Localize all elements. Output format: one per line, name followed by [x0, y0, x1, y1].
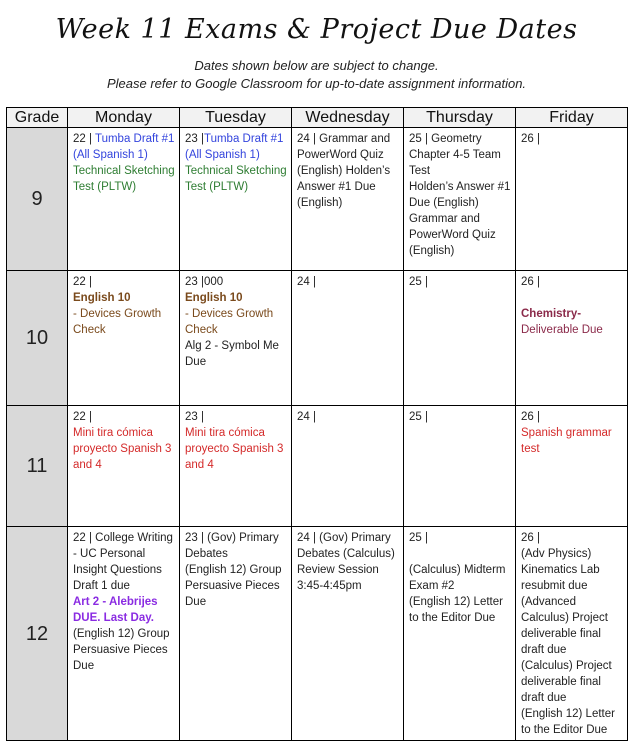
entry-text: (All Spanish 1)	[185, 149, 260, 161]
entry-text: 24 |	[297, 276, 316, 288]
cell-monday	[68, 271, 180, 406]
entry-text: (Advanced Calculus) Project deliverable final draft due	[521, 596, 608, 656]
cell-wednesday	[292, 271, 404, 406]
table-row	[7, 128, 628, 271]
cell-thursday	[404, 406, 516, 527]
entry-text: (English 12) Group Persuasive Pieces Due	[185, 564, 282, 608]
entry-text: Mini tira cómica proyecto Spanish 3 and 4	[73, 427, 172, 471]
entry-text: (All Spanish 1)	[73, 149, 148, 161]
cell-friday	[516, 271, 628, 406]
cell-thursday	[404, 527, 516, 741]
cell-tuesday	[180, 271, 292, 406]
entry-text: 26 |	[521, 276, 540, 288]
entry-text: 23 | (Gov) Primary Debates	[185, 532, 279, 560]
cell-thursday	[404, 128, 516, 271]
entry-text	[409, 546, 512, 562]
entry-text: 26 |	[521, 532, 540, 544]
entry-text: Deliverable Due	[521, 324, 603, 336]
grade-cell: 9	[7, 128, 68, 271]
entry-text: (English 12) Group Persuasive Pieces Due	[73, 628, 170, 672]
table-row	[7, 271, 628, 406]
cell-wednesday	[292, 128, 404, 271]
entry-text: Tumba Draft #1	[203, 133, 284, 145]
entry-text: English 10	[73, 292, 131, 304]
header-monday: Monday	[68, 108, 180, 128]
entry-text: (Adv Physics) Kinematics Lab resubmit due	[521, 548, 600, 592]
entry-text: (Calculus) Midterm Exam #2	[409, 564, 506, 592]
entry-text: 22 | College Writing - UC Personal Insight Questions Draft 1 due	[73, 532, 173, 592]
entry-text: Technical Sketching Test (PLTW)	[185, 165, 287, 193]
entry-text: Tumba Draft #1	[94, 133, 175, 145]
cell-monday	[68, 128, 180, 271]
cell-friday	[516, 406, 628, 527]
header-thursday: Thursday	[404, 108, 516, 128]
cell-monday	[68, 527, 180, 741]
table-row	[7, 406, 628, 527]
entry-text: (English 12) Letter to the Editor Due	[409, 596, 503, 624]
cell-tuesday	[180, 527, 292, 741]
grade-cell: 10	[7, 271, 68, 406]
header-row	[7, 108, 628, 128]
grade-cell: 11	[7, 406, 68, 527]
entry-text: Chemistry-	[521, 308, 582, 320]
cell-thursday	[404, 271, 516, 406]
entry-text: 22 |	[73, 276, 92, 288]
entry-text: Spanish grammar test	[521, 427, 612, 455]
entry-text: 22 |	[73, 133, 95, 145]
entry-text: - Devices Growth Check	[185, 308, 274, 336]
entry-text: (English 12) Letter to the Editor Due	[521, 708, 615, 736]
table-row	[7, 527, 628, 741]
entry-text: English 10	[185, 292, 243, 304]
entry-text: Art 2 - Alebrijes DUE. Last Day.	[73, 596, 158, 624]
entry-text: 25 |	[409, 532, 428, 544]
entry-text: 23 |000	[185, 276, 224, 288]
entry-text: - Devices Growth Check	[73, 308, 162, 336]
schedule-table	[6, 107, 628, 741]
header-friday: Friday	[516, 108, 628, 128]
classroom-note: Please refer to Google Classroom for up-to-date assignment information.	[106, 76, 527, 91]
entry-text: 23 |	[185, 133, 204, 145]
entry-text: Alg 2 - Symbol Me Due	[185, 340, 279, 368]
entry-text: 25 |	[409, 411, 428, 423]
disclaimer-note: Dates shown below are subject to change.	[194, 58, 439, 73]
entry-text: 26 |	[521, 133, 540, 145]
entry-text: 22 |	[73, 411, 92, 423]
entry-text: 25 |	[409, 276, 428, 288]
cell-wednesday	[292, 406, 404, 527]
entry-text: 24 | (Gov) Primary Debates (Calculus) Review Session 3:45-4:45pm	[297, 532, 395, 592]
entry-text: 24 | Grammar and PowerWord Quiz (English) Holden’s Answer #1 Due (English)	[297, 133, 391, 209]
entry-text: 25 | Geometry Chapter 4-5 Team Test	[409, 133, 501, 177]
entry-text	[521, 290, 624, 306]
entry-text: (Calculus) Project deliverable final draft due	[521, 660, 612, 704]
grade-cell: 12	[7, 527, 68, 741]
cell-friday	[516, 527, 628, 741]
header-tuesday: Tuesday	[180, 108, 292, 128]
entry-text: Mini tira cómica proyecto Spanish 3 and 4	[185, 427, 284, 471]
entry-text: Technical Sketching Test (PLTW)	[73, 165, 175, 193]
entry-text: 23 |	[185, 411, 204, 423]
entry-text: Holden’s Answer #1 Due (English)	[409, 181, 511, 209]
entry-text: 26 |	[521, 411, 540, 423]
header-wednesday: Wednesday	[292, 108, 404, 128]
page-title: Week 11 Exams & Project Due Dates	[55, 14, 578, 45]
cell-tuesday	[180, 406, 292, 527]
cell-wednesday	[292, 527, 404, 741]
entry-text: Grammar and PowerWord Quiz (English)	[409, 213, 496, 257]
entry-text: 24 |	[297, 411, 316, 423]
cell-friday	[516, 128, 628, 271]
cell-tuesday	[180, 128, 292, 271]
header-grade: Grade	[7, 108, 68, 128]
cell-monday	[68, 406, 180, 527]
